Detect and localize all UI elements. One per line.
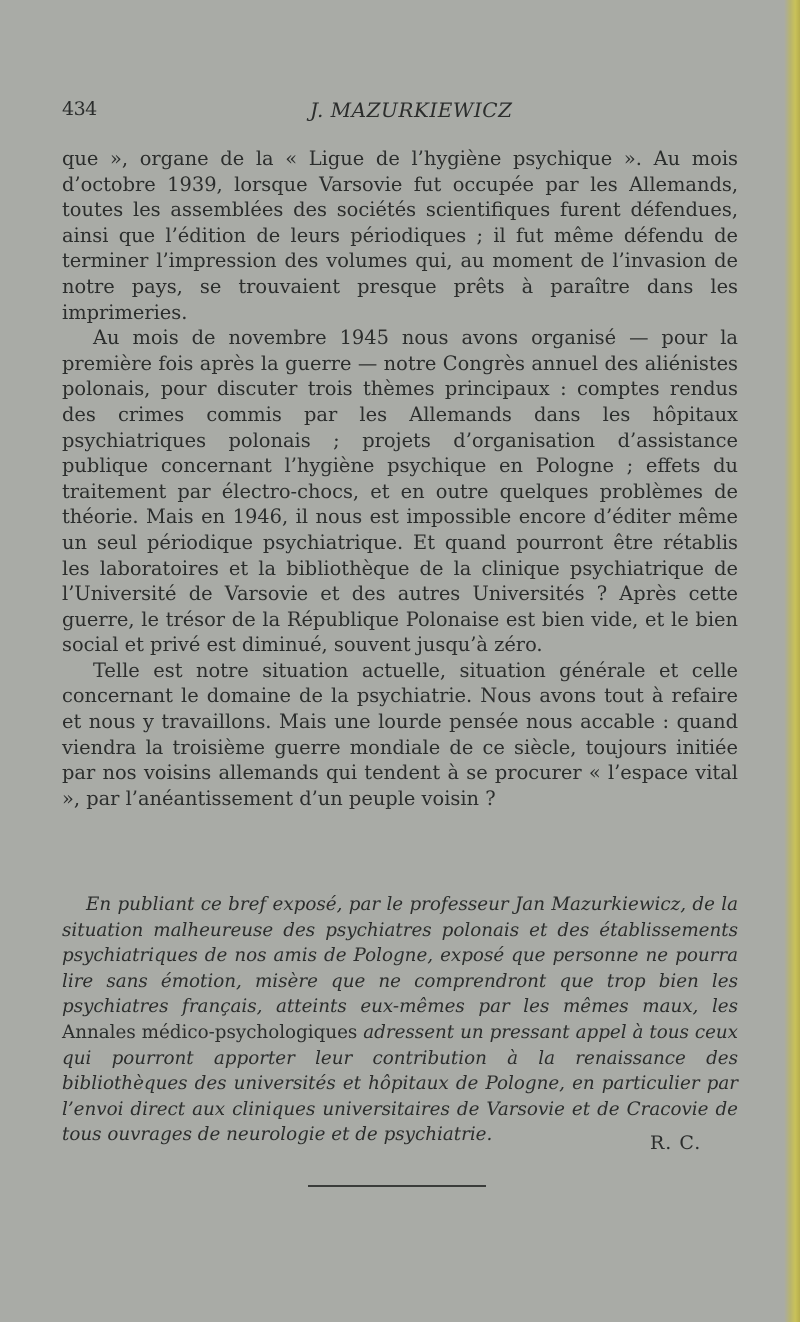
body-text xyxy=(62,146,738,811)
signature: R. C. xyxy=(650,1132,702,1154)
editorial-note-paragraph xyxy=(62,892,738,1148)
note-text: En publiant ce bref exposé, par le professeur Jan Mazurkiewicz, de la situation malheureuse des psychiatres polonais et des établissements psychiatriques de nos amis de Pologne, exposé que personne ne pourra lire sans émotion, misère que ne comprendront que trop bien les psychiatres français, atteints eux-mêmes par les mêmes maux, les xyxy=(62,894,738,1018)
page-number: 434 xyxy=(62,98,97,120)
paragraph: que », organe de la « Ligue de l’hygiène psychique ». Au mois d’octobre 1939, lorsque Varsovie fut occupée par les Allemands, toutes les assemblées des sociétés scientifiques furent défendues, ainsi que l’édition de leurs périodiques ; il fut même défendu de terminer l’impression des volumes qui, au moment de l’invasion de notre pays, se trouvaient presque prêts à paraître dans les imprimeries. xyxy=(62,147,738,324)
running-head: J. MAZURKIEWICZ xyxy=(310,98,513,122)
note-text: adressent un pressant appel à tous ceux qui pourront apporter leur contribution à la renaissance des bibliothèques des universités et hôpitaux de Pologne, en particulier par l’envoi direct aux cliniques universitaires de Varsovie et de Cracovie de tous ouvrages de neurologie et de psychiatrie. xyxy=(62,1021,738,1146)
divider-rule xyxy=(308,1185,486,1187)
page-header xyxy=(62,98,742,132)
paragraph: Telle est notre situation actuelle, situation générale et celle concernant le domaine de la psychiatrie. Nous avons tout à refaire et nous y travaillons. Mais une lourde pensée nous accable : quand viendra la troisième guerre mondiale de ce siècle, toujours initiée par nos voisins allemands qui tendent à se procurer « l’espace vital », par l’anéantissement d’un peuple voisin ? xyxy=(62,658,738,810)
editorial-note xyxy=(62,892,738,1148)
paragraph: Au mois de novembre 1945 nous avons organisé — pour la première fois après la guerre — notre Congrès annuel des aliénistes polonais, pour discuter trois thèmes principaux : comptes rendus des crimes commis par les Allemands dans les hôpitaux psychiatriques polonais ; projets d’organisation d’assistance publique concernant l’hygiène psychique en Pologne ; effets du traitement par électro-chocs, et en outre quelques problèmes de théorie. Mais en 1946, il nous est impossible encore d’éditer même un seul périodique psychiatrique. Et quand pourront être rétablis les laboratoires et la bibliothèque de la clinique psychiatrique de l’Université de Varsovie et des autres Universités ? Après cette guerre, le trésor de la République Polonaise est bien vide, et le bien social et privé est diminué, souvent jusqu’à zéro. xyxy=(62,326,738,657)
page-edge xyxy=(784,0,800,1322)
journal-name: Annales médico-psychologiques xyxy=(62,1021,358,1043)
